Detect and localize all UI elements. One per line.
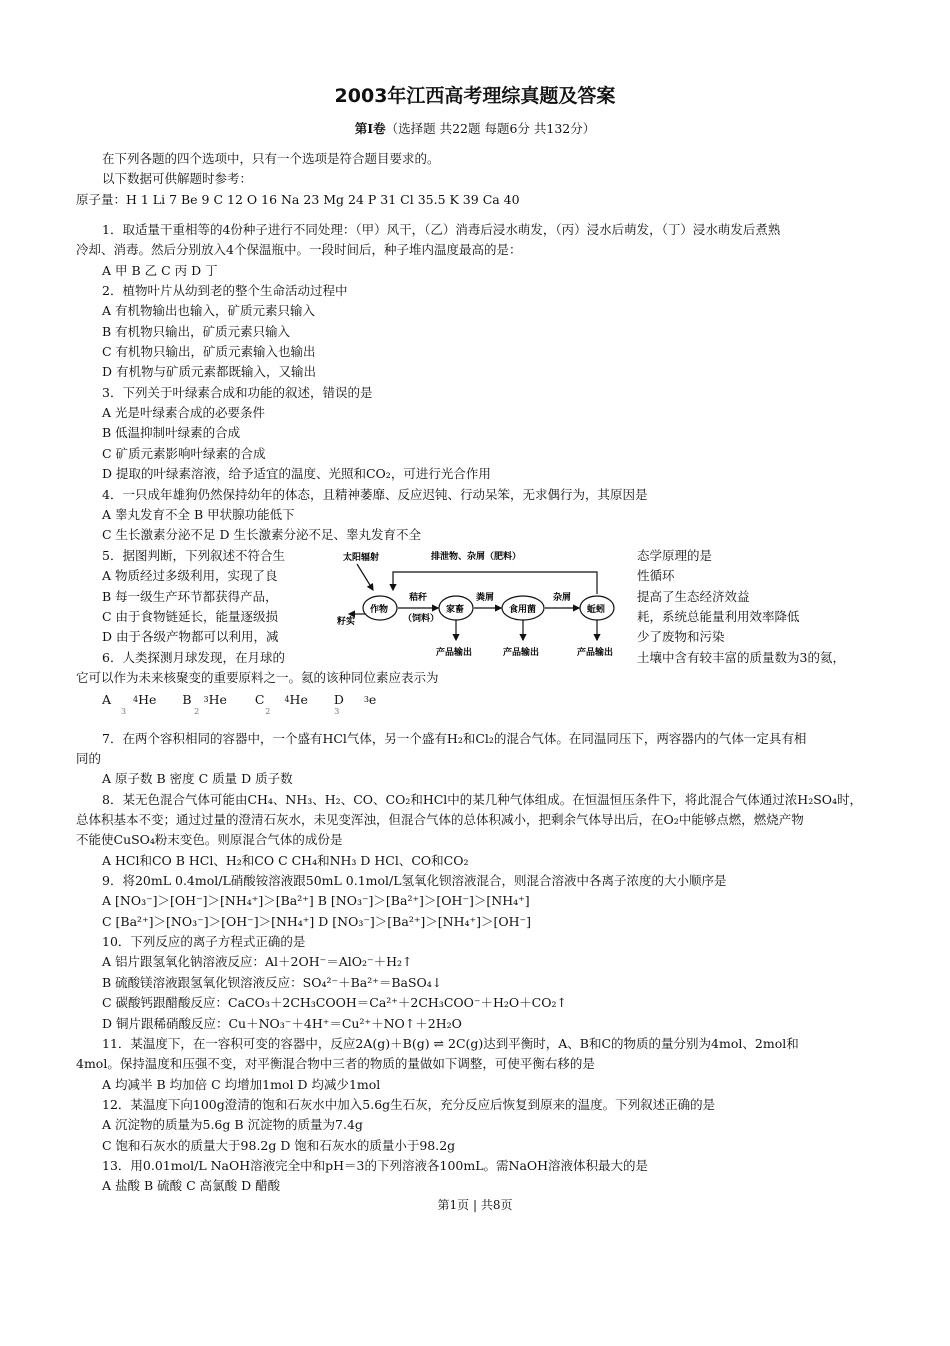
question-line: 冷却、消毒。然后分别放入4个保温瓶中。一段时间后，种子堆内温度最高的是： bbox=[76, 242, 522, 257]
earthworm-label: 蚯蚓 bbox=[587, 605, 606, 615]
option-line: C 矿质元素影响叶绿素的合成 bbox=[102, 446, 266, 461]
option-line: B 低温抑制叶绿素的合成 bbox=[102, 425, 241, 440]
question-line: 总体积基本不变；通过过量的澄清石灰水，未见变浑浊，但混合气体的总体积减小，把剩余气体导出后，在O₂中能够点燃，燃烧产物 bbox=[76, 812, 804, 827]
isotope-symbol: He bbox=[138, 692, 157, 707]
mass-number: 4 bbox=[284, 695, 290, 704]
option-line: C 有机物只输出，矿质元素输入也输出 bbox=[102, 344, 316, 359]
mass-number: 3 bbox=[363, 695, 369, 704]
q6-left: 6．人类探测月球发现，在月球的 bbox=[102, 650, 285, 665]
option-line: A [NO₃⁻]＞[OH⁻]＞[NH₄⁺]＞[Ba²⁺] B [NO₃⁻]＞[Ba²⁺]＞[OH⁻]＞[NH₄⁺] bbox=[102, 893, 530, 908]
debris-label: 杂屑 bbox=[553, 593, 572, 603]
mass-number: 4 bbox=[133, 695, 139, 704]
question-line: 13．用0.01mol/L NaOH溶液完全中和pH＝3的下列溶液各100mL。需NaOH溶液体积最大的是 bbox=[102, 1158, 649, 1173]
option-line: C 饱和石灰水的质量大于98.2g D 饱和石灰水的质量小于98.2g bbox=[102, 1138, 456, 1153]
q5-left: D 由于各级产物都可以利用，减 bbox=[102, 629, 279, 644]
crop-label: 作物 bbox=[370, 605, 389, 615]
straw-label: 秸秆 bbox=[409, 593, 428, 603]
q5-right: 耗，系统总能量利用效率降低 bbox=[637, 609, 800, 624]
option-line: D 有机物与矿质元素都既输入，又输出 bbox=[102, 364, 316, 379]
question-line: 1．取适量干重相等的4份种子进行不同处理：（甲）风干，（乙）消毒后浸水萌发，（丙）浸水后萌发，（丁）浸水萌发后煮熟 bbox=[102, 222, 781, 237]
question-line: 它可以作为未来核聚变的重要原料之一。氦的该种同位素应表示为 bbox=[76, 670, 439, 685]
option-line: A 沉淀物的质量为5.6g B 沉淀物的质量为7.4g bbox=[102, 1117, 363, 1132]
manure-label: 粪屑 bbox=[476, 593, 495, 603]
option-line: A 原子数 B 密度 C 质量 D 质子数 bbox=[102, 771, 293, 786]
q5-left: C 由于食物链延长，能量逐级损 bbox=[102, 609, 279, 624]
page-title: 2003年江西高考理综真题及答案 bbox=[334, 85, 616, 107]
question-line: 4mol。保持温度和压强不变，对平衡混合物中三者的物质的量做如下调整，可使平衡右移的是 bbox=[76, 1056, 595, 1071]
question-line: 7．在两个容积相同的容器中，一个盛有HCl气体，另一个盛有H₂和Cl₂的混合气体。在同温同压下，两容器内的气体一定具有相 bbox=[102, 731, 807, 746]
intro-line: 以下数据可供解题时参考： bbox=[102, 171, 253, 186]
output-label: 产品输出 bbox=[503, 648, 540, 658]
option-line: C 生长激素分泌不足 D 生长激素分泌不足、睾丸发育不全 bbox=[102, 527, 422, 542]
question-line: 11．某温度下，在一容积可变的容器中，反应2A(g)＋B(g) ⇌ 2C(g)达到平衡时，A、B和C的物质的量分别为4mol、2mol和 bbox=[102, 1036, 799, 1051]
option-line: C 碳酸钙跟醋酸反应：CaCO₃＋2CH₃COOH＝Ca²⁺＋2CH₃COO⁻＋H₂O＋CO₂↑ bbox=[102, 995, 567, 1010]
section-header bbox=[0, 121, 950, 137]
option-line: B 硫酸镁溶液跟氢氧化钡溶液反应：SO₄²⁻＋Ba²⁺＝BaSO₄↓ bbox=[102, 975, 443, 990]
isotope-symbol: He bbox=[289, 692, 308, 707]
option-line: A 有机物输出也输入，矿质元素只输入 bbox=[102, 303, 316, 318]
option-line: A 睾丸发育不全 B 甲状腺功能低下 bbox=[102, 507, 295, 522]
feedback-arrow bbox=[393, 572, 597, 594]
mass-number: 3 bbox=[203, 695, 209, 704]
question-line: 10．下列反应的离子方程式正确的是 bbox=[102, 934, 306, 949]
question-line: 2．植物叶片从幼到老的整个生命活动过程中 bbox=[102, 283, 348, 298]
isotope-symbol: He bbox=[208, 692, 227, 707]
q5-right: 性循环 bbox=[637, 568, 675, 583]
question-line: 3．下列关于叶绿素合成和功能的叙述，错误的是 bbox=[102, 385, 373, 400]
q5-left: B 每一级生产环节都获得产品， bbox=[102, 589, 278, 604]
section-label: 第Ⅰ卷 bbox=[354, 121, 386, 136]
sun-label: 太阳辐射 bbox=[343, 553, 380, 563]
option-letter: A bbox=[102, 692, 112, 707]
atomic-number: 3 bbox=[121, 707, 127, 716]
option-letter: C bbox=[254, 692, 265, 707]
livestock-label: 家畜 bbox=[446, 605, 465, 615]
atomic-number: 2 bbox=[265, 707, 271, 716]
option-line: A 均减半 B 均加倍 C 均增加1mol D 均减少1mol bbox=[102, 1077, 381, 1092]
option-line: A 甲 B 乙 C 丙 D 丁 bbox=[102, 263, 218, 278]
option-letter: B bbox=[182, 692, 192, 707]
option-line: A 铝片跟氢氧化钠溶液反应：Al＋2OH⁻＝AlO₂⁻＋H₂↑ bbox=[102, 954, 413, 969]
question-line: 4．一只成年雄狗仍然保持幼年的体态，且精神萎靡、反应迟钝、行动呆笨，无求偶行为，其原因是 bbox=[102, 487, 648, 502]
q5-right: 少了废物和污染 bbox=[637, 629, 725, 644]
atomic-number-row bbox=[121, 707, 339, 717]
option-line: A 盐酸 B 硫酸 C 高氯酸 D 醋酸 bbox=[102, 1178, 281, 1193]
option-line: A HCl和CO B HCl、H₂和CO C CH₄和NH₃ D HCl、CO和CO₂ bbox=[102, 853, 469, 868]
q5-left: A 物质经过多级利用，实现了良 bbox=[102, 568, 278, 583]
q5-left: 5．据图判断，下列叙述不符合生 bbox=[102, 548, 285, 563]
isotope-options bbox=[102, 692, 376, 708]
atomic-number: 3 bbox=[334, 707, 340, 716]
option-line: A 光是叶绿素合成的必要条件 bbox=[102, 405, 266, 420]
isotope-symbol: e bbox=[368, 692, 377, 707]
top-label: 排泄物、杂屑（肥料） bbox=[431, 552, 522, 562]
fungi-label: 食用菌 bbox=[509, 605, 537, 615]
option-line: B 有机物只输出，矿质元素只输入 bbox=[102, 324, 291, 339]
ecosystem-diagram bbox=[335, 548, 635, 660]
question-line: 不能使CuSO₄粉末变色。则原混合气体的成份是 bbox=[76, 832, 343, 847]
option-line: D 提取的叶绿素溶液，给予适宜的温度、光照和CO₂，可进行光合作用 bbox=[102, 466, 491, 481]
intro-line: 在下列各题的四个选项中，只有一个选项是符合题目要求的。 bbox=[102, 151, 440, 166]
seed-label: 籽实 bbox=[337, 617, 356, 627]
output-label: 产品输出 bbox=[436, 648, 473, 658]
option-letter: D bbox=[333, 692, 344, 707]
q5-right: 提高了生态经济效益 bbox=[637, 589, 750, 604]
atomic-weights: 原子量：H 1 Li 7 Be 9 C 12 O 16 Na 23 Mg 24 P 31 Cl 35.5 K 39 Ca 40 bbox=[76, 192, 520, 207]
feed-label: （饲料） bbox=[403, 614, 440, 624]
section-desc: （选择题 共22题 每题6分 共132分） bbox=[385, 121, 596, 136]
q6-right: 土壤中含有较丰富的质量数为3的氦， bbox=[637, 650, 845, 665]
output-label: 产品输出 bbox=[577, 648, 614, 658]
atomic-number: 2 bbox=[194, 707, 200, 716]
question-line: 9．将20mL 0.4mol/L硝酸铵溶液跟50mL 0.1mol/L氢氧化钡溶液混合，则混合溶液中各离子浓度的大小顺序是 bbox=[102, 873, 727, 888]
question-line: 8．某无色混合气体可能由CH₄、NH₃、H₂、CO、CO₂和HCl中的某几种气体组成。在恒温恒压条件下，将此混合气体通过浓H₂SO₄时， bbox=[102, 792, 863, 807]
page-footer: 第1页 | 共8页 bbox=[437, 1198, 513, 1212]
q5-right: 态学原理的是 bbox=[637, 548, 713, 563]
sun-arrow bbox=[357, 564, 373, 590]
option-line: C [Ba²⁺]＞[NO₃⁻]＞[OH⁻]＞[NH₄⁺] D [NO₃⁻]＞[Ba²⁺]＞[NH₄⁺]＞[OH⁻] bbox=[102, 914, 532, 929]
option-line: D 铜片跟稀硝酸反应：Cu＋NO₃⁻＋4H⁺＝Cu²⁺＋NO↑＋2H₂O bbox=[102, 1016, 462, 1031]
question-line: 12．某温度下向100g澄清的饱和石灰水中加入5.6g生石灰，充分反应后恢复到原来的温度。下列叙述正确的是 bbox=[102, 1097, 716, 1112]
question-line: 同的 bbox=[76, 751, 102, 766]
